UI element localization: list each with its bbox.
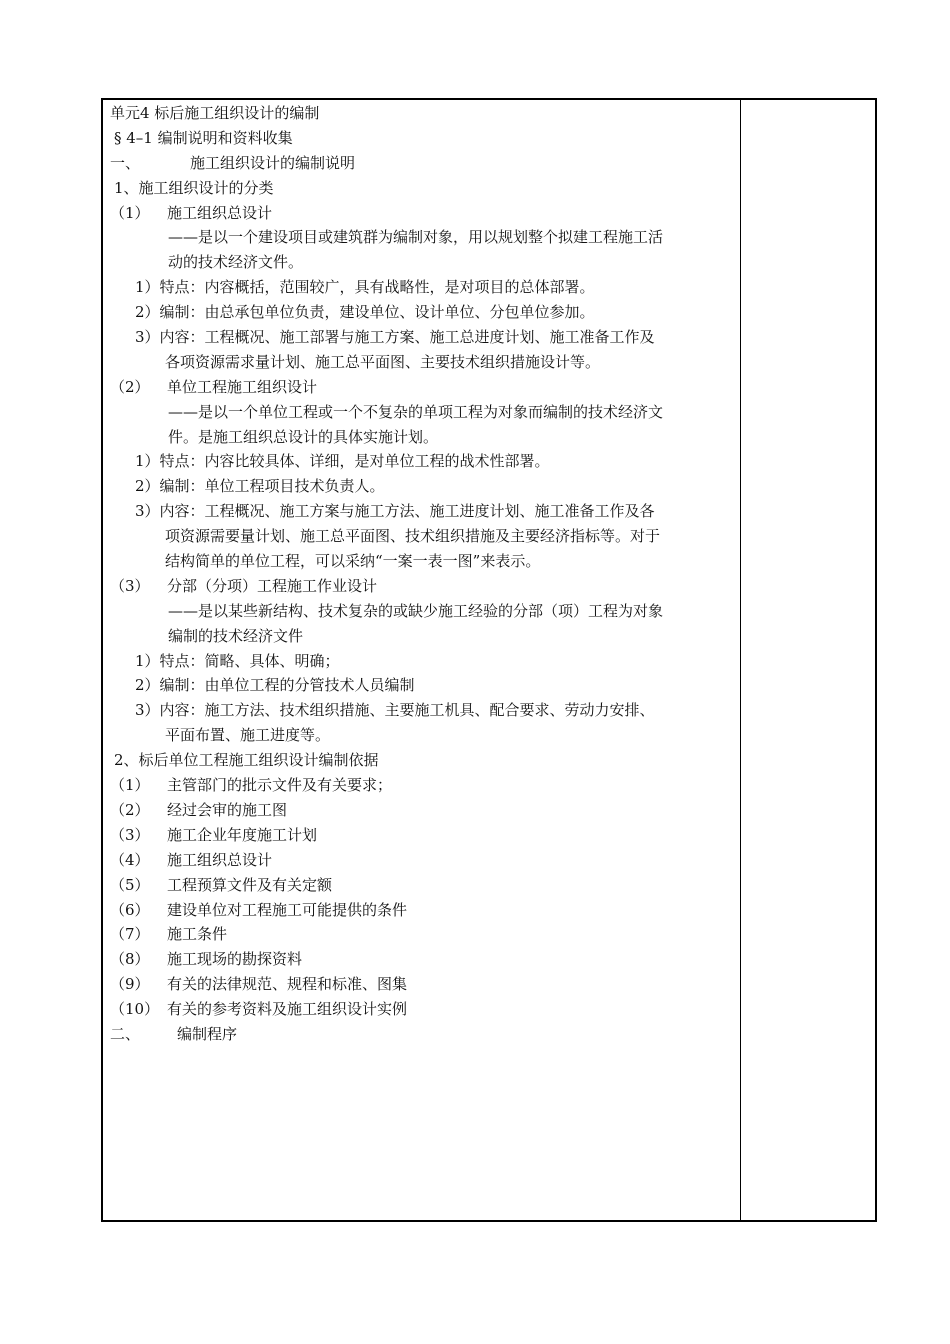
document-content: [110, 101, 738, 1047]
cat3-item-compile: 2）编制：由单位工程的分管技术人员编制: [135, 676, 415, 695]
cat3-item-content-cont: 平面布置、施工进度等。: [165, 726, 331, 745]
heading2-line: [110, 1022, 738, 1047]
cat2-def-line2: [110, 425, 738, 450]
basis-marker: （10）: [110, 1000, 160, 1019]
cat2-def-line1: [110, 400, 738, 425]
heading1-text: 施工组织设计的编制说明: [190, 153, 356, 172]
unit-title-line: [110, 101, 738, 126]
cat3-item1-line: [110, 649, 738, 674]
cat1-item3-line2: [110, 350, 738, 375]
basis-marker: （1）: [110, 776, 150, 795]
section-title: § 4–1 编制说明和资料收集: [114, 128, 293, 147]
cat1-item-content-cont: 各项资源需求量计划、施工总平面图、主要技术组织措施设计等。: [165, 352, 601, 371]
basis-text: 工程预算文件及有关定额: [167, 875, 333, 894]
basis-item: [110, 997, 738, 1022]
cat1-definition-cont: 动的技术经济文件。: [168, 253, 304, 272]
side-column-divider: [740, 99, 741, 1221]
cat3-item3-line1: [110, 698, 738, 723]
cat3-def-line1: [110, 599, 738, 624]
cat3-def-line2: [110, 624, 738, 649]
heading2-text: 编制程序: [177, 1024, 238, 1043]
cat2-marker: （2）: [110, 377, 150, 396]
cat1-def-line2: [110, 250, 738, 275]
cat3-definition: ——是以某些新结构、技术复杂的或缺少施工经验的分部（项）工程为对象: [168, 601, 664, 620]
basis-marker: （6）: [110, 900, 150, 919]
heading1-marker: 一、: [110, 153, 141, 172]
sub2-line: [110, 748, 738, 773]
basis-marker: （2）: [110, 800, 150, 819]
basis-marker: （9）: [110, 975, 150, 994]
cat1-marker: （1）: [110, 203, 150, 222]
unit-title: 单元4 标后施工组织设计的编制: [110, 104, 320, 122]
cat3-title-line: [110, 574, 738, 599]
basis-item: [110, 898, 738, 923]
cat1-def-line1: [110, 225, 738, 250]
cat3-item2-line: [110, 673, 738, 698]
cat2-definition: ——是以一个单位工程或一个不复杂的单项工程为对象而编制的技术经济文: [168, 402, 664, 421]
cat1-item1-line: [110, 275, 738, 300]
cat3-item3-line2: [110, 723, 738, 748]
cat3-item-content: 3）内容：施工方法、技术组织措施、主要施工机具、配合要求、劳动力安排、: [135, 701, 655, 720]
cat2-item1-line: [110, 449, 738, 474]
cat2-title: 单位工程施工组织设计: [167, 377, 318, 396]
sub1-line: [110, 176, 738, 201]
basis-text: 施工现场的勘探资料: [167, 950, 303, 969]
sub2-heading: 2、标后单位工程施工组织设计编制依据: [114, 751, 379, 770]
heading2-marker: 二、: [110, 1024, 141, 1043]
basis-item: [110, 798, 738, 823]
cat2-item3-line2: [110, 524, 738, 549]
cat1-definition: ——是以一个建设项目或建筑群为编制对象，用以规划整个拟建工程施工活: [168, 228, 664, 247]
basis-text: 有关的参考资料及施工组织设计实例: [167, 1000, 408, 1019]
heading1-line: [110, 151, 738, 176]
basis-marker: （7）: [110, 925, 150, 944]
cat3-item-feature: 1）特点：简略、具体、明确；: [135, 651, 340, 670]
basis-text: 施工条件: [167, 925, 228, 944]
basis-item: [110, 848, 738, 873]
sub1-heading: 1、施工组织设计的分类: [114, 178, 274, 197]
cat3-definition-cont: 编制的技术经济文件: [168, 626, 304, 645]
basis-item: [110, 873, 738, 898]
cat2-item3-line3: [110, 549, 738, 574]
basis-marker: （8）: [110, 950, 150, 969]
basis-marker: （3）: [110, 825, 150, 844]
cat1-item-feature: 1）特点：内容概括，范围较广，具有战略性，是对项目的总体部署。: [135, 278, 595, 297]
basis-text: 主管部门的批示文件及有关要求；: [167, 776, 393, 795]
basis-item: [110, 823, 738, 848]
basis-item: [110, 922, 738, 947]
cat2-item-content: 3）内容：工程概况、施工方案与施工方法、施工进度计划、施工准备工作及各: [135, 502, 655, 521]
basis-item: [110, 773, 738, 798]
cat2-title-line: [110, 375, 738, 400]
cat2-item3-line1: [110, 499, 738, 524]
cat3-marker: （3）: [110, 576, 150, 595]
cat2-definition-cont: 件。是施工组织总设计的具体实施计划。: [168, 427, 439, 446]
basis-text: 经过会审的施工图: [167, 800, 288, 819]
basis-text: 建设单位对工程施工可能提供的条件: [167, 900, 408, 919]
basis-marker: （5）: [110, 875, 150, 894]
basis-text: 施工企业年度施工计划: [167, 825, 318, 844]
cat1-item-content: 3）内容：工程概况、施工部署与施工方案、施工总进度计划、施工准备工作及: [135, 328, 655, 347]
cat2-item-feature: 1）特点：内容比较具体、详细，是对单位工程的战术性部署。: [135, 452, 550, 471]
cat3-title: 分部（分项）工程施工作业设计: [167, 576, 378, 595]
cat1-item2-line: [110, 300, 738, 325]
basis-text: 有关的法律规范、规程和标准、图集: [167, 975, 408, 994]
cat1-title: 施工组织总设计: [167, 203, 273, 222]
cat2-item-content-cont2: 结构简单的单位工程，可以采纳“一案一表一图”来表示。: [165, 552, 541, 571]
cat2-item2-line: [110, 474, 738, 499]
cat1-title-line: [110, 201, 738, 226]
cat2-item-content-cont: 项资源需要量计划、施工总平面图、技术组织措施及主要经济指标等。对于: [165, 527, 661, 546]
cat1-item3-line1: [110, 325, 738, 350]
basis-item: [110, 972, 738, 997]
basis-marker: （4）: [110, 850, 150, 869]
cat1-item-compile: 2）编制：由总承包单位负责，建设单位、设计单位、分包单位参加。: [135, 303, 595, 322]
basis-text: 施工组织总设计: [167, 850, 273, 869]
cat2-item-compile: 2）编制：单位工程项目技术负责人。: [135, 477, 385, 496]
basis-item: [110, 947, 738, 972]
section-title-line: [110, 126, 738, 151]
